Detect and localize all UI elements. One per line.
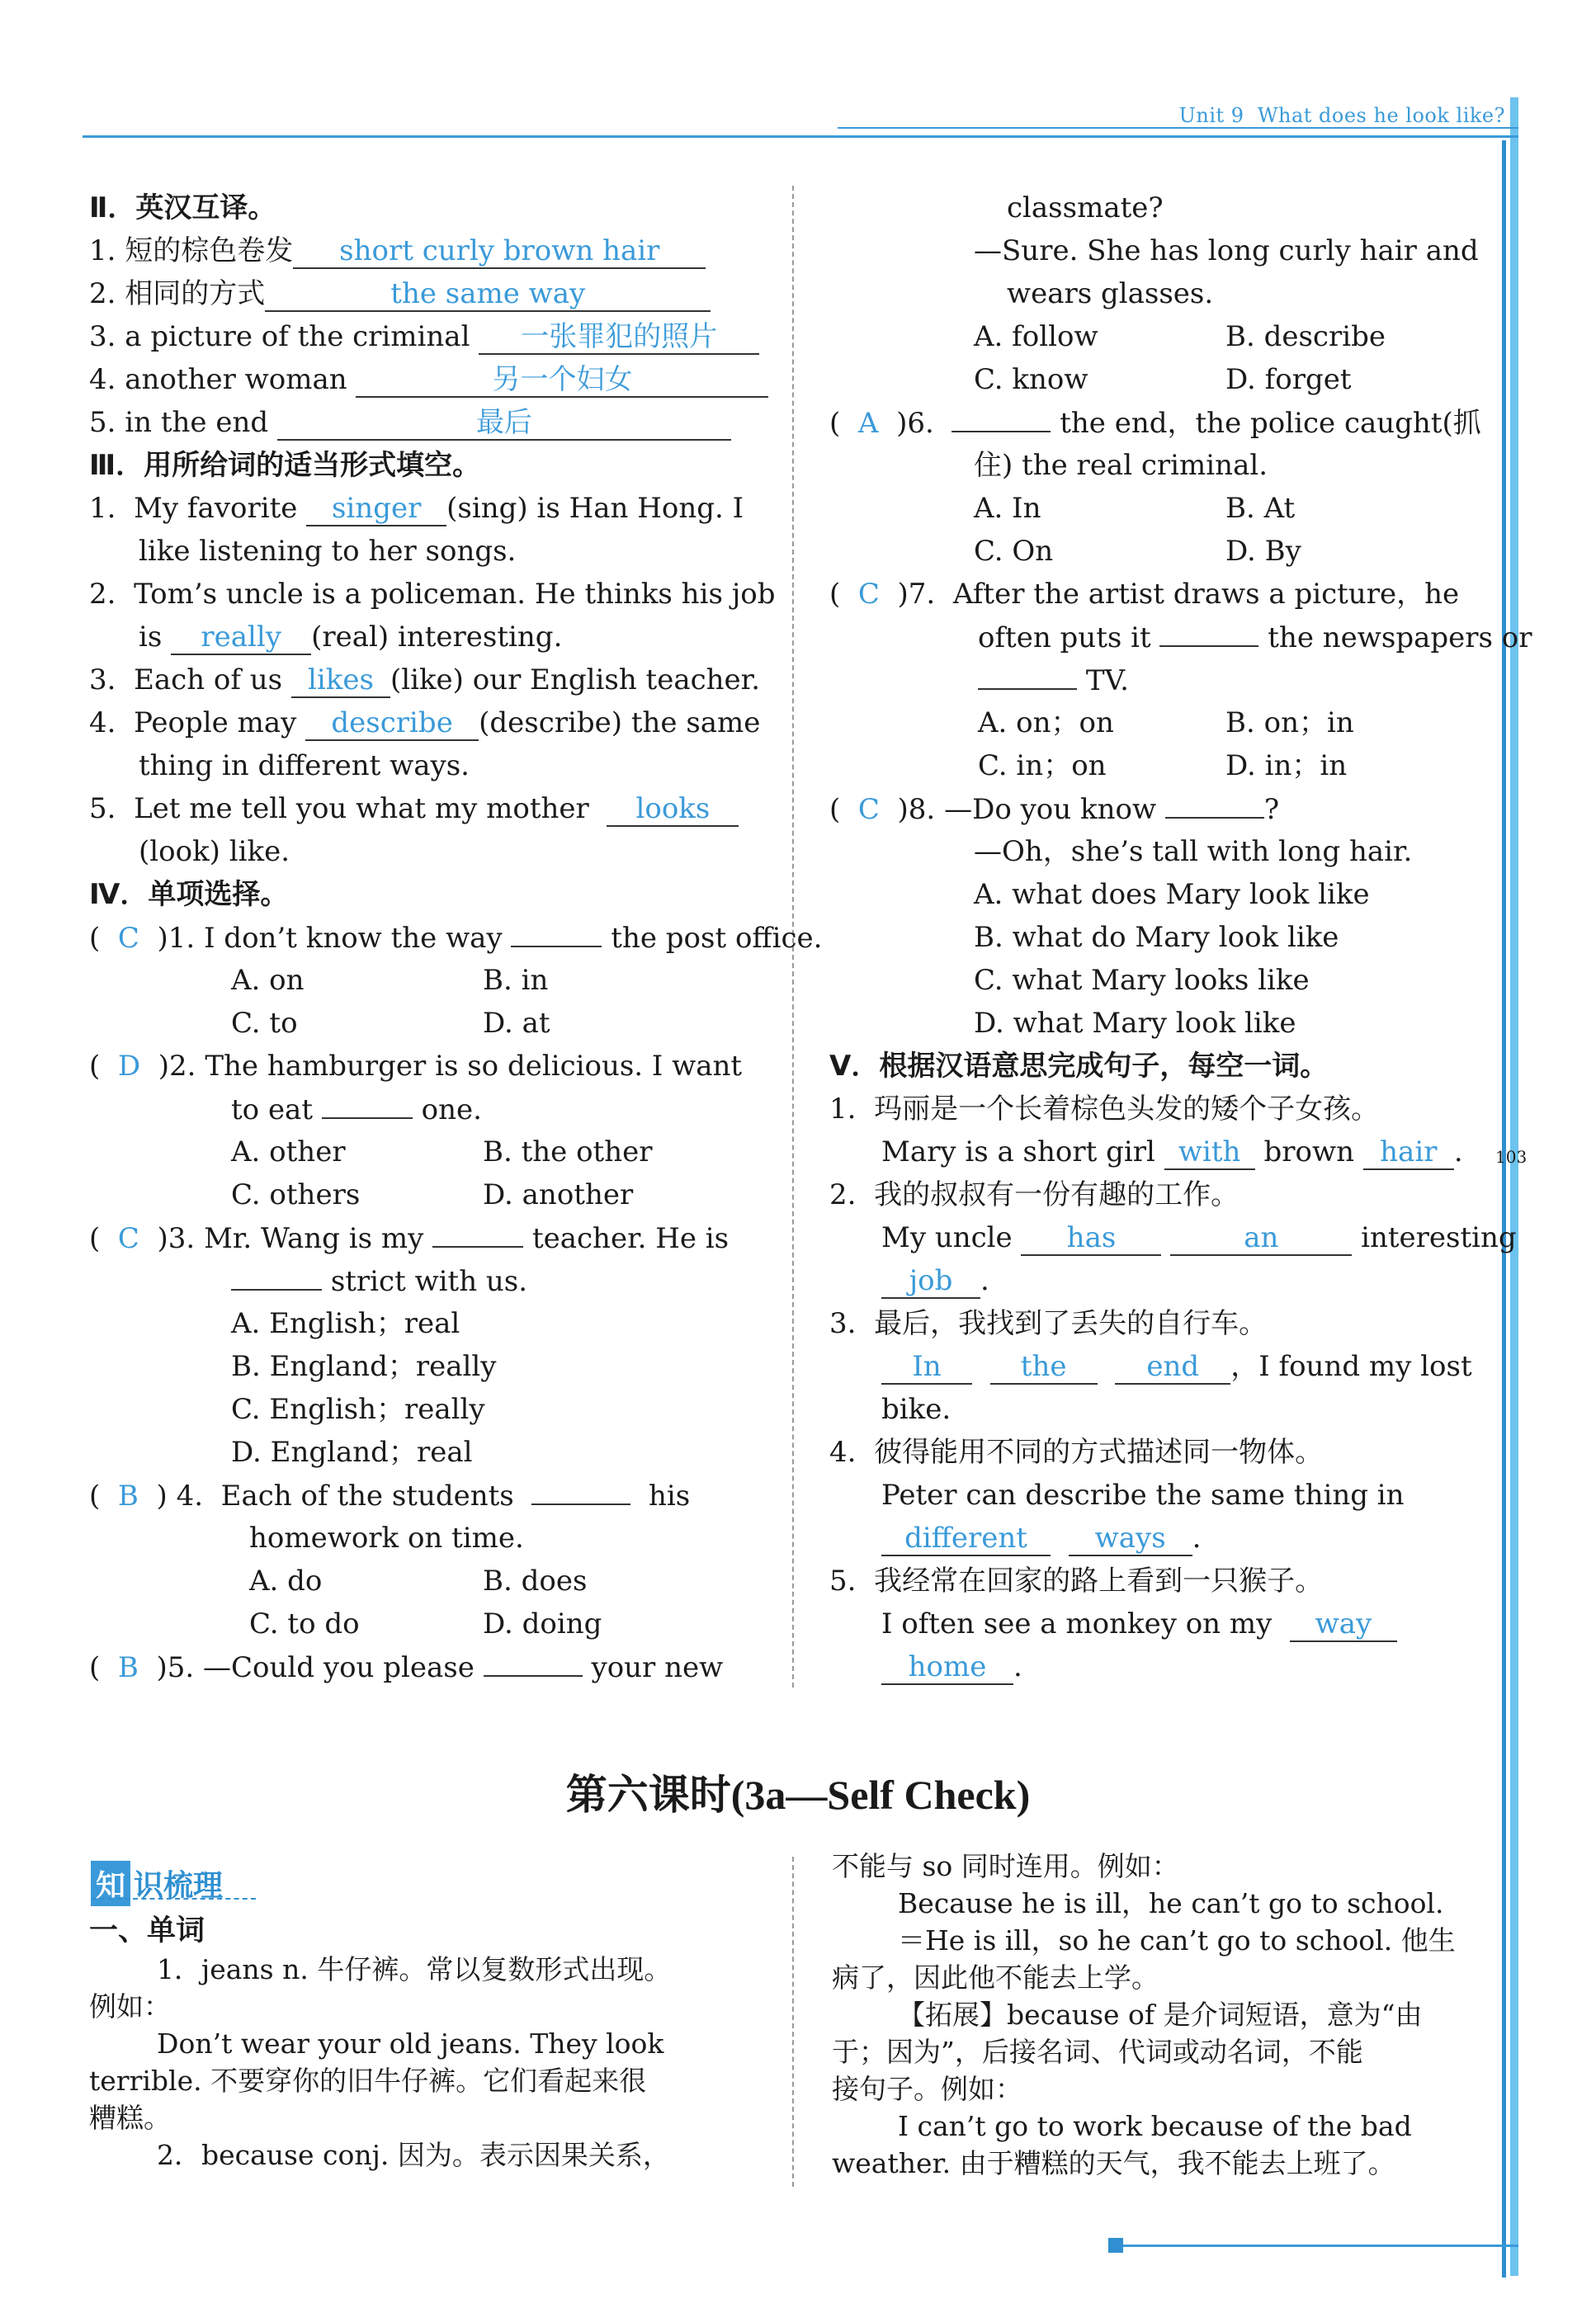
mc-answer: C: [117, 922, 139, 955]
answer-fill: In: [881, 1352, 972, 1385]
right-para-5: 【拓展】because of 是介词短语，意为“由: [898, 1999, 1423, 2031]
answer-fill: with: [1164, 1137, 1255, 1170]
text: Each of us: [134, 663, 283, 696]
mc-q2-opt-c: C. others: [231, 1178, 361, 1211]
mc-q1: ( C )1. I don’t know the way the post office.: [89, 922, 823, 955]
sec2-item-1: [89, 234, 706, 269]
text: Tom’s uncle is a policeman. He thinks his job: [134, 578, 776, 611]
item-number: )1.: [157, 922, 196, 955]
mc-q4: ( B ) 4. Each of the students his: [89, 1480, 691, 1513]
right-para-6: 于；因为”，后接名词、代词或动名词，不能: [832, 2036, 1363, 2068]
column-divider-lower: [792, 1857, 794, 2187]
text: 彼得能用不同的方式描述同一物体。: [874, 1436, 1324, 1469]
mc-q3-opt-a: A. English；real: [231, 1307, 460, 1340]
answer-fill: ways: [1069, 1523, 1192, 1556]
lesson-title-cn: 第六课时: [565, 1770, 731, 1819]
footer-rule: [1118, 2245, 1518, 2247]
mc-q3-opt-d: D. England；real: [231, 1436, 473, 1469]
mc-q5-line2: classmate?: [1007, 191, 1164, 224]
item-number: )2.: [158, 1050, 196, 1083]
right-para-3: ＝He is ill，so he can’t go to school. 他生: [898, 1924, 1456, 1957]
text: strict with us.: [330, 1265, 528, 1298]
left-para-3: Don’t wear your old jeans. They look: [157, 2027, 664, 2060]
text: (real) interesting.: [311, 621, 563, 654]
header-rule: [83, 135, 1518, 138]
mc-q4-opt-c: C. to do: [249, 1607, 360, 1640]
sec3-q5-line2: (look) like.: [139, 835, 290, 868]
answer-fill: job: [881, 1266, 980, 1299]
text: teacher. He is: [531, 1222, 730, 1255]
sec3-q2-line2: [139, 621, 562, 655]
text: your new: [591, 1651, 724, 1684]
sec3-q4-line2: thing in different ways.: [139, 749, 470, 782]
sec3-q4: [89, 706, 760, 741]
mc-q8-opt-d: D. what Mary look like: [974, 1007, 1296, 1040]
sec2-item-3: [89, 320, 759, 355]
item-question: 相同的方式: [125, 277, 266, 310]
sec2-item-2: [89, 277, 711, 312]
item-number: )3.: [157, 1222, 196, 1255]
text: 我经常在回家的路上看到一只猴子。: [874, 1565, 1324, 1598]
answer-fill: hair: [1363, 1137, 1454, 1170]
mc-q1-opt-d: D. at: [483, 1007, 550, 1040]
text: Mary is a short girl: [881, 1135, 1155, 1168]
answer-fill: different: [881, 1523, 1051, 1556]
mc-q2-opt-b: B. the other: [483, 1135, 653, 1168]
left-para-5: 糟糕。: [89, 2102, 171, 2134]
item-number: )5.: [156, 1651, 195, 1684]
sec5-q2-en-2: [881, 1264, 989, 1299]
header-title: What does he look like?: [1257, 104, 1505, 127]
header-rule-top: [838, 127, 1518, 129]
answer-fill: 另一个妇女: [356, 365, 768, 398]
item-number: 2.: [89, 277, 116, 310]
mc-q4-opt-d: D. doing: [483, 1607, 602, 1640]
mc-q7: ( C )7. After the artist draws a picture，he: [829, 578, 1460, 611]
mc-q7-opt-c: C. in；on: [978, 749, 1107, 782]
text: TV.: [1085, 664, 1129, 697]
answer-fill: the same way: [265, 279, 711, 312]
text: 玛丽是一个长着棕色头发的矮个子女孩。: [874, 1093, 1380, 1126]
item-number: 5.: [89, 792, 116, 825]
mc-q4-line2: homework on time.: [249, 1522, 524, 1555]
text: My favorite: [134, 492, 298, 525]
answer-fill: really: [171, 622, 311, 655]
mc-q3-opt-c: C. English；really: [231, 1393, 485, 1426]
text: to eat: [231, 1093, 313, 1126]
item-number: 4.: [89, 706, 116, 739]
sec3-q5: [89, 792, 739, 827]
sec3-q3: [89, 663, 760, 698]
answer-fill: describe: [305, 708, 479, 741]
mc-answer: D: [117, 1050, 141, 1083]
sec5-q1-cn: [829, 1093, 1379, 1126]
mc-q1-opt-b: B. in: [483, 964, 549, 997]
sec5-q5-en-2: [881, 1650, 1022, 1685]
text: After the artist draws a picture，he: [952, 578, 1460, 611]
text: ?: [1263, 793, 1280, 826]
text: I often see a monkey on my: [881, 1607, 1273, 1640]
heading-underline: [91, 1898, 256, 1900]
blank: [484, 1650, 583, 1677]
mc-q3-opt-b: B. England；really: [231, 1350, 497, 1383]
item-question: another woman: [125, 363, 347, 396]
right-edge-bar: [1510, 97, 1518, 2276]
answer-fill: looks: [607, 794, 739, 827]
item-number: 3.: [89, 663, 116, 696]
mc-q6-opt-d: D. By: [1225, 535, 1301, 568]
right-para-8: I can’t go to work because of the bad: [898, 2110, 1412, 2142]
mc-answer: C: [117, 1222, 139, 1255]
text: .: [1453, 1135, 1463, 1168]
answer-fill: 一张罪犯的照片: [479, 322, 759, 355]
mc-q8-opt-a: A. what does Mary look like: [974, 878, 1370, 911]
text: —Could you please: [203, 1651, 475, 1684]
text: 最后，我找到了丢失的自行车。: [874, 1307, 1268, 1340]
knowledge-box-icon: 知: [91, 1861, 130, 1906]
mc-q3-line2: [231, 1264, 527, 1298]
right-para-4: 病了，因此他不能去上学。: [832, 1961, 1159, 1994]
mc-q5-opt-c: C. know: [974, 363, 1088, 396]
item-number: 1.: [89, 492, 116, 525]
item-number: 4.: [829, 1436, 857, 1469]
item-number: 5.: [89, 406, 116, 439]
sec5-q3-en-2: bike.: [881, 1393, 951, 1426]
mc-q1-opt-c: C. to: [231, 1007, 298, 1040]
mc-q8-opt-c: C. what Mary looks like: [974, 964, 1310, 997]
text: .: [1192, 1522, 1202, 1555]
blank: [231, 1264, 322, 1291]
mc-q7-line2: [978, 621, 1532, 654]
mc-q6-opt-c: C. On: [974, 535, 1054, 568]
sec5-q4-en: Peter can describe the same thing in: [881, 1479, 1405, 1512]
text: his: [649, 1480, 691, 1513]
answer-fill: short curly brown hair: [293, 236, 706, 269]
mc-q6-opt-b: B. At: [1225, 492, 1296, 525]
text: (sing) is Han Hong. I: [446, 492, 744, 525]
mc-q5-line3: —Sure. She has long curly hair and: [974, 234, 1479, 267]
blank: [531, 1479, 630, 1505]
blank: [432, 1221, 523, 1248]
text: ，I found my lost: [1230, 1350, 1472, 1383]
mc-q3: ( C )3. Mr. Wang is my teacher. He is: [89, 1222, 730, 1255]
item-number: )8.: [897, 793, 936, 826]
mc-answer: C: [857, 793, 880, 826]
item-number: 2.: [89, 578, 116, 611]
text: —Do you know: [944, 793, 1157, 826]
item-number: )7.: [897, 578, 936, 611]
sec5-q2-en: [881, 1221, 1517, 1256]
text: The hamburger is so delicious. I want: [205, 1050, 743, 1083]
answer-fill: way: [1290, 1609, 1397, 1642]
section-2-title: Ⅱ．英汉互译。: [89, 191, 276, 224]
answer-fill: singer: [306, 493, 446, 526]
text: the end，the police caught(抓: [1060, 407, 1481, 440]
mc-answer: A: [857, 407, 879, 440]
text: (like) our English teacher.: [390, 663, 760, 696]
item-number: 3.: [829, 1307, 857, 1340]
mc-q4-opt-a: A. do: [249, 1565, 323, 1598]
sec5-q5-cn: [829, 1565, 1323, 1598]
right-para-1: 不能与 so 同时连用。例如：: [832, 1850, 1179, 1882]
lesson-title: [0, 1762, 1596, 1821]
mc-q2: ( D )2. The hamburger is so delicious. I want: [89, 1050, 743, 1083]
mc-q1-opt-a: A. on: [231, 964, 305, 997]
lesson-title-en: (3a—Self Check): [730, 1772, 1031, 1818]
item-number: 1.: [89, 234, 116, 267]
item-number: )6.: [896, 407, 934, 440]
section-3-title: Ⅲ．用所给词的适当形式填空。: [89, 449, 481, 482]
words-heading: 一、单词: [89, 1914, 205, 1947]
text: the newspapers or: [1268, 621, 1532, 654]
sec5-q1-en: [881, 1135, 1463, 1170]
blank: [511, 921, 602, 947]
answer-fill: likes: [291, 665, 390, 698]
sec2-item-5: [89, 406, 731, 441]
mc-q2-line2: [231, 1093, 482, 1126]
blank: [322, 1093, 413, 1119]
sec3-q1: [89, 492, 744, 526]
mc-q7-opt-a: A. on；on: [978, 706, 1114, 739]
item-question: 短的棕色卷发: [125, 234, 294, 267]
footer-square: [1108, 2238, 1123, 2253]
sec5-q3-cn: [829, 1307, 1267, 1340]
item-number: 3.: [89, 320, 116, 353]
left-para-6: 2．because conj. 因为。表示因果关系，: [157, 2139, 670, 2171]
knowledge-heading-text: 识梳理: [134, 1869, 224, 1903]
mc-q2-opt-a: A. other: [231, 1135, 346, 1168]
mc-q6-opt-a: A. In: [974, 492, 1041, 525]
text: 我的叔叔有一份有趣的工作。: [874, 1178, 1239, 1211]
mc-answer: C: [857, 578, 880, 611]
item-number: 5.: [829, 1565, 857, 1598]
left-para-2: 例如：: [89, 1990, 171, 2023]
item-question: in the end: [125, 406, 269, 439]
mc-q7-opt-b: B. on；in: [1225, 706, 1354, 739]
text: My uncle: [881, 1221, 1013, 1254]
running-header: [1179, 104, 1505, 127]
header-unit: Unit 9: [1178, 104, 1244, 127]
sec5-q5-en: [881, 1607, 1397, 1642]
answer-fill: the: [990, 1352, 1098, 1385]
text: one.: [421, 1093, 482, 1126]
text: People may: [134, 706, 297, 739]
mc-q5-line4: wears glasses.: [1007, 277, 1214, 310]
sec5-q2-cn: [829, 1178, 1239, 1211]
text: Mr. Wang is my: [204, 1222, 424, 1255]
mc-q7-line3: [978, 663, 1129, 697]
mc-q5: ( B )5. —Could you please your new: [89, 1651, 724, 1684]
mc-q8-opt-b: B. what do Mary look like: [974, 921, 1339, 954]
answer-fill: 最后: [277, 408, 731, 441]
mc-q5-opt-b: B. describe: [1225, 320, 1386, 353]
section-4-title: Ⅳ．单项选择。: [89, 878, 289, 911]
left-para-1: 1．jeans n. 牛仔裤。常以复数形式出现。: [157, 1953, 672, 1985]
item-number: 1.: [829, 1093, 857, 1126]
right-edge-bar-inner: [1502, 140, 1506, 2278]
text: I don’t know the way: [204, 922, 503, 955]
right-para-7: 接句子。例如：: [832, 2073, 1022, 2105]
text: interesting: [1361, 1221, 1517, 1254]
text: Let me tell you what my mother: [134, 792, 589, 825]
sec3-q1-line2: like listening to her songs.: [139, 535, 517, 568]
answer-fill: has: [1021, 1223, 1161, 1256]
answer-fill: end: [1115, 1352, 1230, 1385]
item-question: a picture of the criminal: [125, 320, 470, 353]
mc-q6-line2: 住) the real criminal.: [974, 449, 1268, 482]
mc-q4-opt-b: B. does: [483, 1565, 588, 1598]
text: is: [139, 621, 163, 654]
mc-q6: ( A )6. the end，the police caught(抓: [829, 407, 1481, 440]
text: .: [980, 1264, 989, 1297]
text: (describe) the same: [479, 706, 761, 739]
mc-q7-opt-d: D. in；in: [1225, 749, 1348, 782]
right-para-9: weather. 由于糟糕的天气，我不能去上班了。: [832, 2147, 1395, 2179]
blank: [978, 663, 1077, 690]
mc-q8-line2: —Oh，she’s tall with long hair.: [974, 835, 1413, 868]
text: often puts it: [978, 621, 1151, 654]
right-para-2: Because he is ill，he can’t go to school.: [898, 1887, 1444, 1919]
page-number: 103: [1495, 1147, 1528, 1167]
answer-fill: an: [1170, 1223, 1352, 1256]
text: brown: [1263, 1135, 1354, 1168]
mc-q5-opt-d: D. forget: [1225, 363, 1352, 396]
text: Each of the students: [220, 1480, 514, 1513]
sec5-q3-en: [881, 1350, 1472, 1385]
sec5-q4-en-2: [881, 1522, 1201, 1556]
blank: [1159, 621, 1258, 647]
text: the post office.: [611, 922, 823, 955]
mc-q8: ( C )8. —Do you know ?: [829, 793, 1280, 826]
sec2-item-4: [89, 363, 768, 398]
answer-fill: home: [881, 1652, 1013, 1685]
item-number: 2.: [829, 1178, 857, 1211]
section-5-title: Ⅴ．根据汉语意思完成句子，每空一词。: [829, 1050, 1329, 1083]
mc-answer: B: [117, 1480, 139, 1513]
item-number: 4.: [89, 363, 116, 396]
left-para-4: terrible. 不要穿你的旧牛仔裤。它们看起来很: [89, 2065, 647, 2097]
text: .: [1013, 1650, 1022, 1683]
blank: [1165, 792, 1264, 819]
sec3-q2: [89, 578, 775, 611]
mc-answer: B: [117, 1651, 139, 1684]
sec5-q4-cn: [829, 1436, 1323, 1469]
item-number: ) 4.: [156, 1480, 204, 1513]
mc-q5-opt-a: A. follow: [974, 320, 1098, 353]
mc-q2-opt-d: D. another: [483, 1178, 634, 1211]
blank: [951, 406, 1051, 432]
